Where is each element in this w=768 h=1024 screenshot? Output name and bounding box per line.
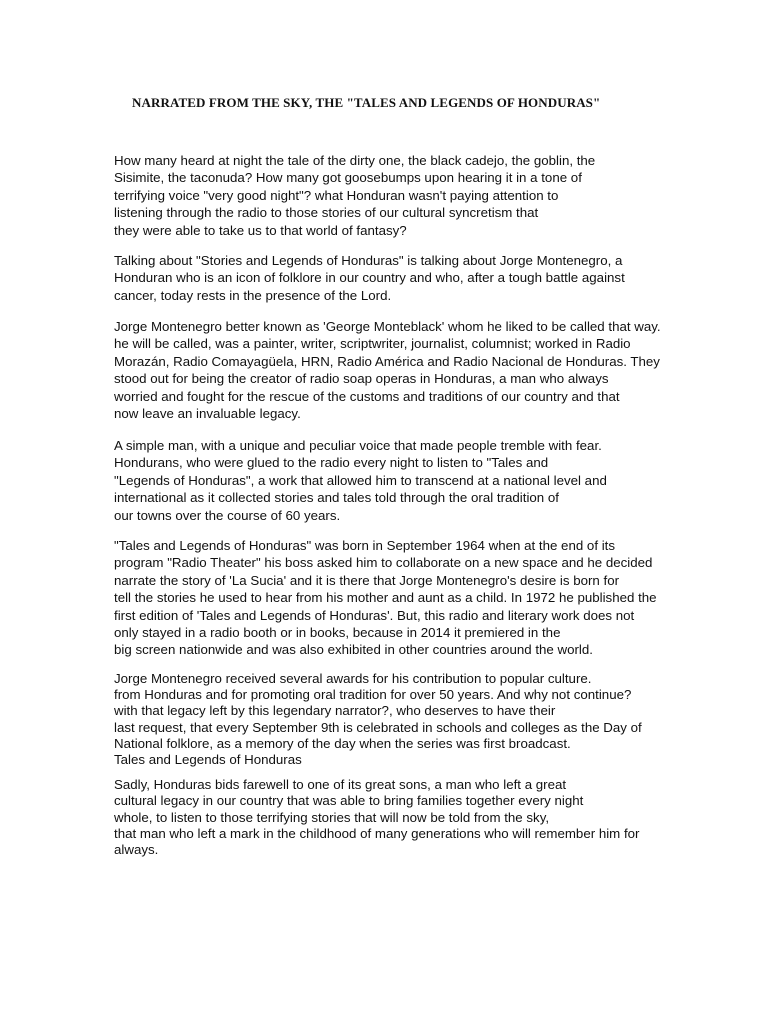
text-line: our towns over the course of 60 years. (114, 507, 341, 523)
text-line: A simple man, with a unique and peculiar voice that made people tremble with fear. (114, 438, 602, 453)
text-line: whole, to listen to those terrifying stories that will now be told from the sky, (114, 809, 550, 825)
text-line: always. (114, 842, 159, 858)
text-line: now leave an invaluable legacy. (114, 406, 301, 422)
text-line: program "Radio Theater" his boss asked him to collaborate on a new space and he decided (114, 555, 653, 571)
text-line: cancer, today rests in the presence of the Lord. (114, 287, 392, 303)
text-line: Jorge Montenegro better known as 'George Monteblack' whom he liked to be called that way. (114, 319, 661, 334)
text-line: Jorge Montenegro received several awards for his contribution to popular culture. (114, 671, 592, 686)
text-line: that man who left a mark in the childhood of many generations who will remember him for (114, 825, 640, 841)
text-line: worried and fought for the rescue of the customs and traditions of our country and that (114, 388, 620, 404)
text-line: "Tales and Legends of Honduras" was born in September 1964 when at the end of its (114, 538, 616, 553)
text-line: only stayed in a radio booth or in books, because in 2014 it premiered in the (114, 625, 561, 641)
text-line: Honduran who is an icon of folklore in our country and who, after a tough battle against (114, 270, 625, 286)
text-line: Sadly, Honduras bids farewell to one of its great sons, a man who left a great (114, 777, 567, 792)
text-line: big screen nationwide and was also exhibited in other countries around the world. (114, 642, 593, 658)
paragraph-6 (114, 671, 674, 768)
paragraph-5 (114, 537, 674, 659)
text-line: "Legends of Honduras", a work that allowed him to transcend at a national level and (114, 472, 607, 488)
text-line: he will be called, was a painter, writer, scriptwriter, journalist, columnist; worked in Radio (114, 336, 631, 352)
text-line: Tales and Legends of Honduras (114, 752, 302, 768)
text-line: How many heard at night the tale of the dirty one, the black cadejo, the goblin, the (114, 153, 596, 168)
paragraph-3 (114, 318, 674, 422)
text-line: narrate the story of 'La Sucia' and it is there that Jorge Montenegro's desire is born for (114, 572, 620, 588)
text-line: listening through the radio to those stories of our cultural syncretism that (114, 205, 539, 221)
paragraph-7 (114, 777, 674, 858)
paragraph-4 (114, 437, 674, 524)
text-line: Morazán, Radio Comayagüela, HRN, Radio América and Radio Nacional de Honduras. They (114, 353, 660, 369)
text-line: Talking about "Stories and Legends of Honduras" is talking about Jorge Montenegro, a (114, 253, 623, 268)
text-line: terrifying voice "very good night"? what Honduran wasn't paying attention to (114, 187, 559, 203)
text-line: Sisimite, the taconuda? How many got goosebumps upon hearing it in a tone of (114, 170, 582, 186)
text-line: stood out for being the creator of radio soap operas in Honduras, a man who always (114, 371, 609, 387)
text-line: with that legacy left by this legendary narrator?, who deserves to have their (114, 703, 556, 719)
text-line: first edition of 'Tales and Legends of Honduras'. But, this radio and literary work does not (114, 607, 635, 623)
text-line: last request, that every September 9th is celebrated in schools and colleges as the Day of (114, 719, 642, 735)
paragraph-1 (114, 152, 674, 239)
document-title: NARRATED FROM THE SKY, THE "TALES AND LEGENDS OF HONDURAS" (132, 95, 601, 110)
text-line: international as it collected stories and tales told through the oral tradition of (114, 490, 559, 506)
text-line: from Honduras and for promoting oral tradition for over 50 years. And why not continue? (114, 687, 632, 703)
text-line: cultural legacy in our country that was able to bring families together every night (114, 793, 584, 809)
text-line: National folklore, as a memory of the day when the series was first broadcast. (114, 735, 571, 751)
text-line: Hondurans, who were glued to the radio every night to listen to "Tales and (114, 455, 549, 471)
text-line: tell the stories he used to hear from his mother and aunt as a child. In 1972 he published the (114, 590, 657, 606)
paragraph-2 (114, 252, 674, 304)
text-line: they were able to take us to that world of fantasy? (114, 222, 407, 238)
